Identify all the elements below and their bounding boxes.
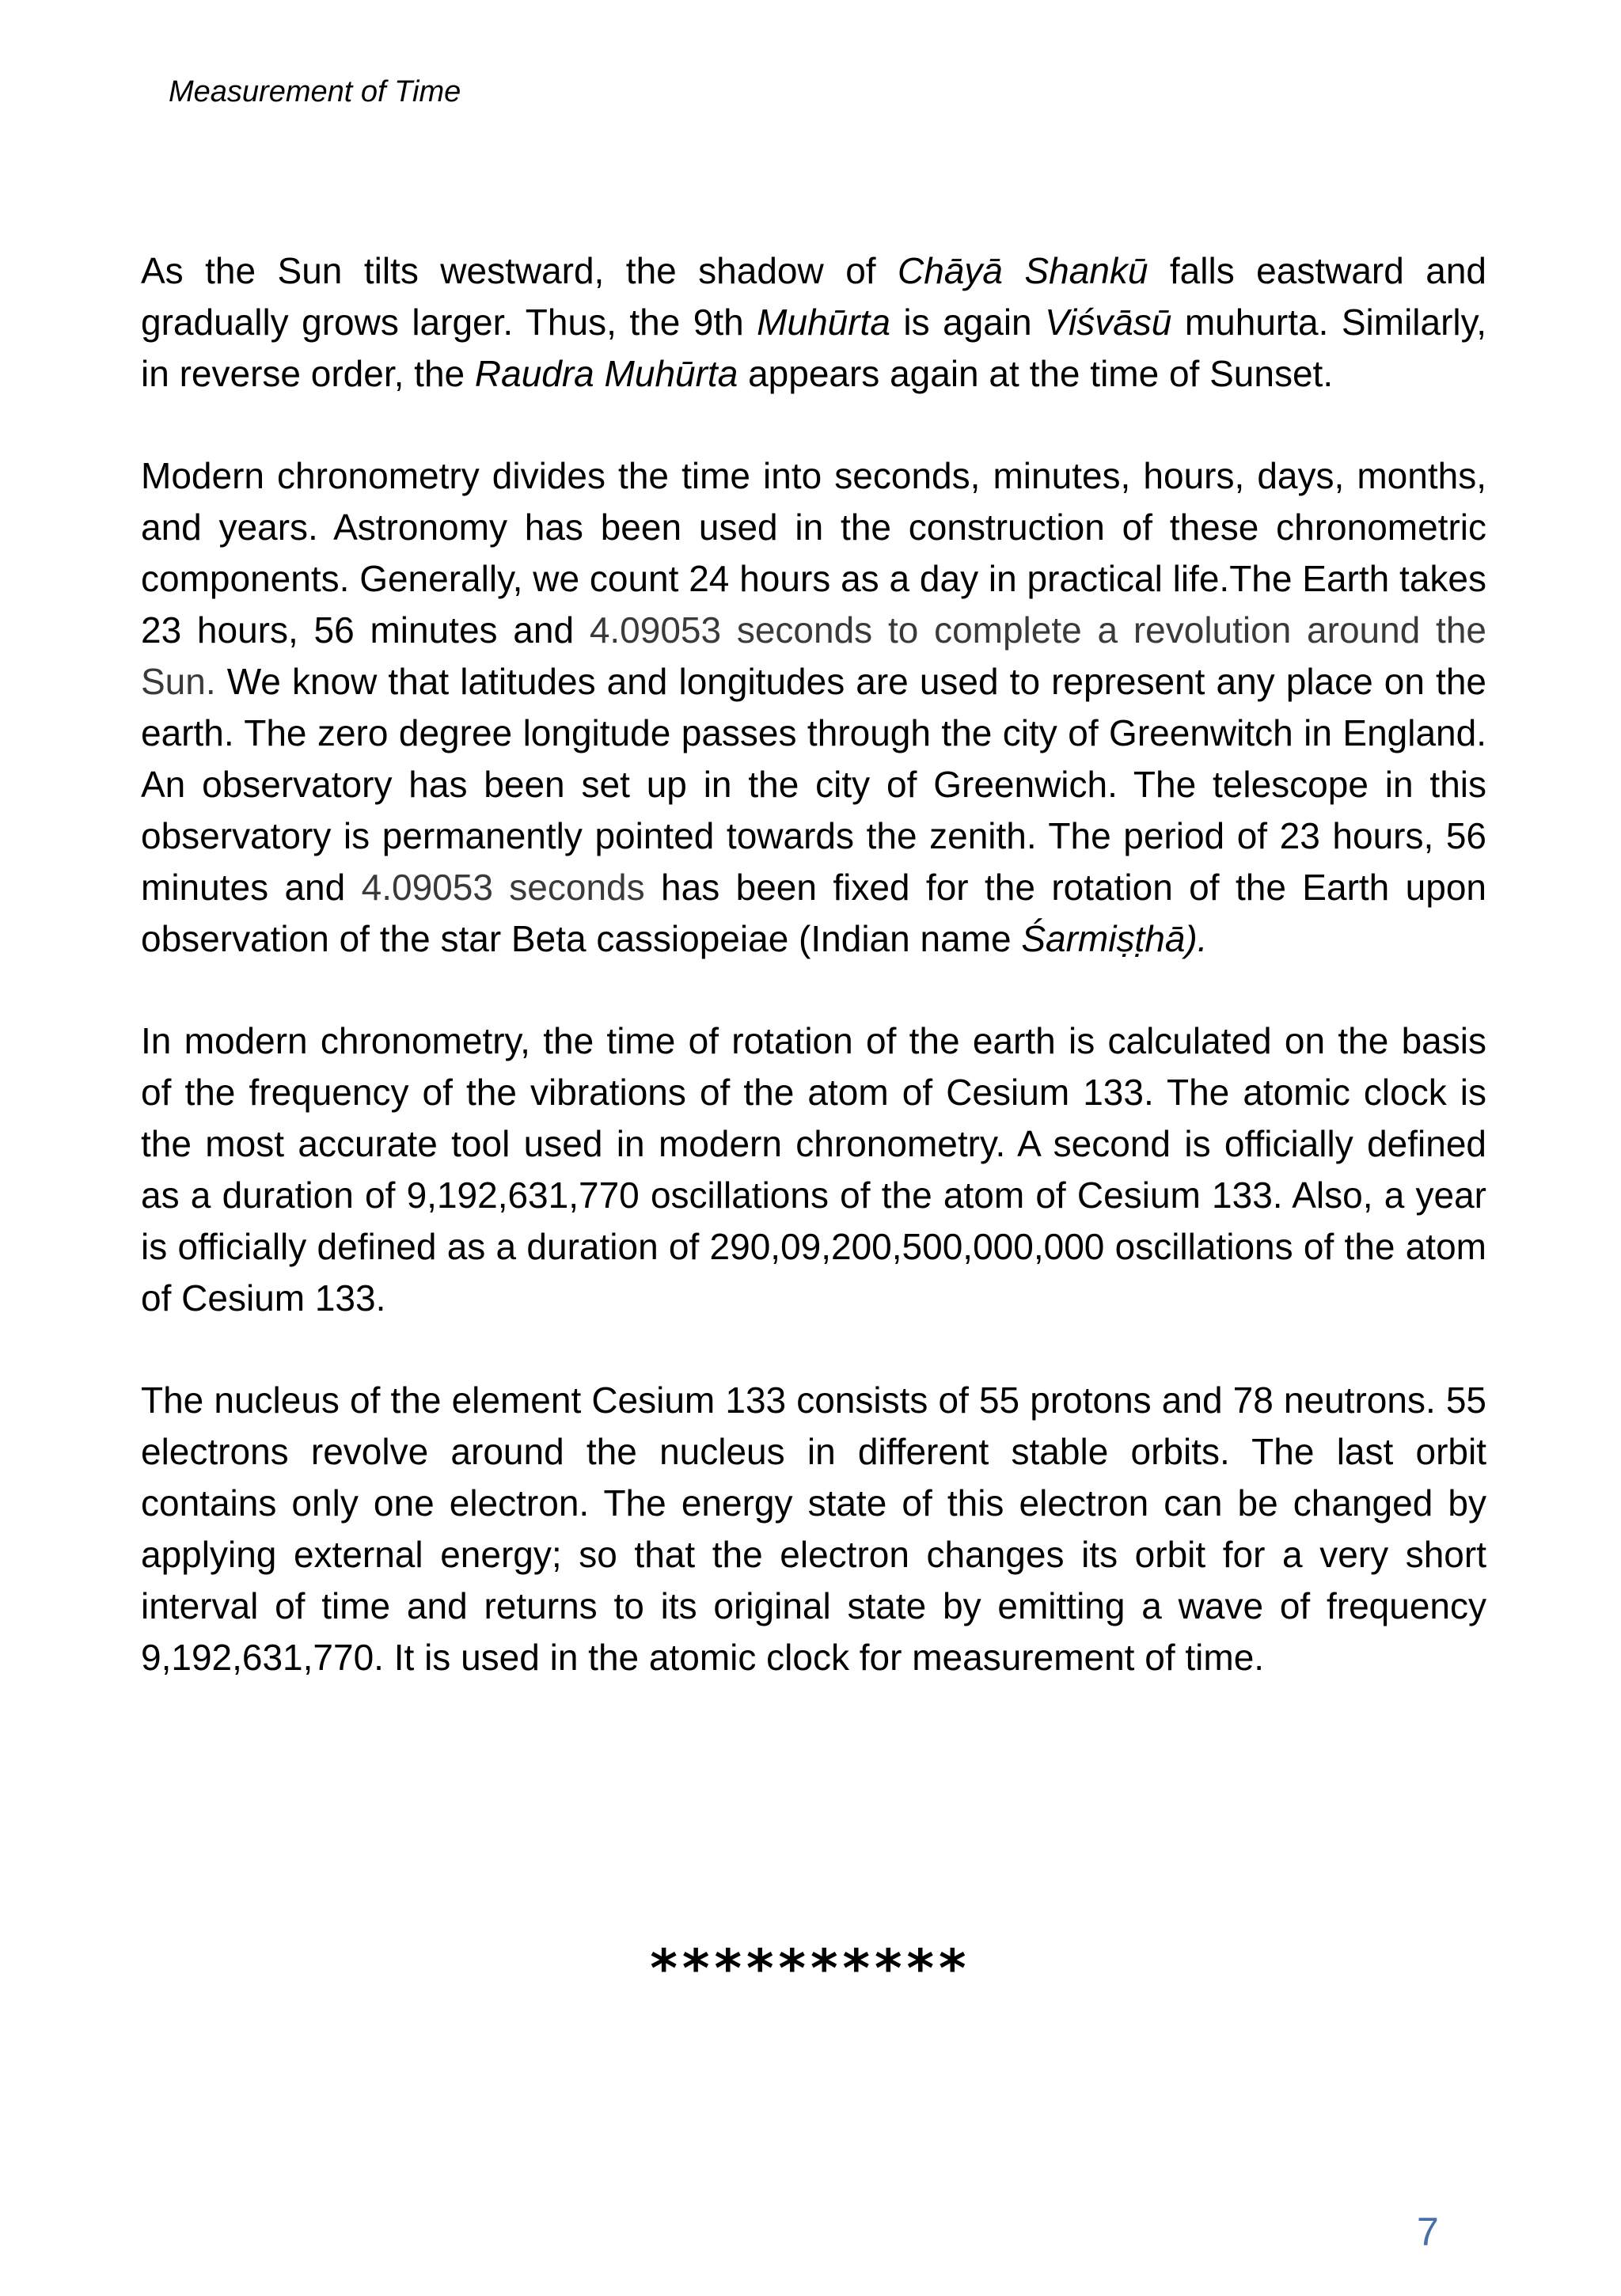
- text-span: falls eastward and gradually grows larger. Thus, the 9th: [141, 250, 1487, 343]
- paragraph-cesium-nucleus: The nucleus of the element Cesium 133 consists of 55 protons and 78 neutrons. 55 electrons revolve around the nucleus in different stable orbits. The last orbit contains only one electron. The energy state of this electron can be changed by applying external energy; so that the electron changes its orbit for a very short interval of time and returns to its original state by emitting a wave of frequency 9,192,631,770. It is used in the atomic clock for measurement of time.: [141, 1379, 1486, 1678]
- term-muhurta: Muhūrta: [757, 302, 890, 343]
- page-number: 7: [1417, 2210, 1439, 2254]
- running-header: Measurement of Time: [169, 75, 461, 108]
- term-sarmistha: Śarmiṣṭhā).: [1021, 918, 1208, 959]
- body-text: [141, 245, 1486, 1683]
- text-span: muhurta. Similarly, in reverse order, the: [141, 302, 1486, 394]
- text-span: Modern chronometry divides the time into seconds, minutes, hours, days, months, and years. Astronomy has been used in the construction of these chronometric components. Generally, we count 24 hours as a day in practical life.The Earth takes 23 hours, 56 minutes and: [141, 455, 1486, 651]
- term-raudra-muhurta: Raudra Muhūrta: [474, 353, 738, 394]
- term-visvasu: Viśvāsū: [1045, 302, 1172, 343]
- text-span-gray: 4.09053 seconds: [361, 867, 645, 908]
- term-chaya-shanku: Chāyā Shankū: [898, 250, 1148, 291]
- paragraph-modern-chronometry: [141, 450, 1486, 965]
- text-span: is again: [890, 302, 1046, 343]
- text-span-gray: 4.09053 seconds to complete a revolution around the Sun.: [141, 609, 1486, 702]
- section-divider-asterisks: **********: [650, 1938, 971, 1999]
- text-span: appears again at the time of Sunset.: [738, 353, 1334, 394]
- text-span: We know that latitudes and longitudes are used to represent any place on the earth. The zero degree longitude passes through the city of Greenwitch in England. An observatory has been set up in the city of Greenwich. The telescope in this observatory is permanently pointed towards the zenith. The period of 23 hours, 56 minutes and: [141, 661, 1486, 908]
- paragraph-cesium-clock: In modern chronometry, the time of rotation of the earth is calculated on the basis of the frequency of the vibrations of the atom of Cesium 133. The atomic clock is the most accurate tool used in modern chronometry. A second is officially defined as a duration of 9,192,631,770 oscillations of the atom of Cesium 133. Also, a year is officially defined as a duration of 290,09,200,500,000,000 oscillations of the atom of Cesium 133.: [141, 1020, 1486, 1319]
- paragraph-sunset-muhurta: [141, 245, 1486, 400]
- text-span: has been fixed for the rotation of the Earth upon observation of the star Beta cassiopeiae (Indian name: [141, 867, 1486, 959]
- text-span: As the Sun tilts westward, the shadow of: [141, 250, 898, 291]
